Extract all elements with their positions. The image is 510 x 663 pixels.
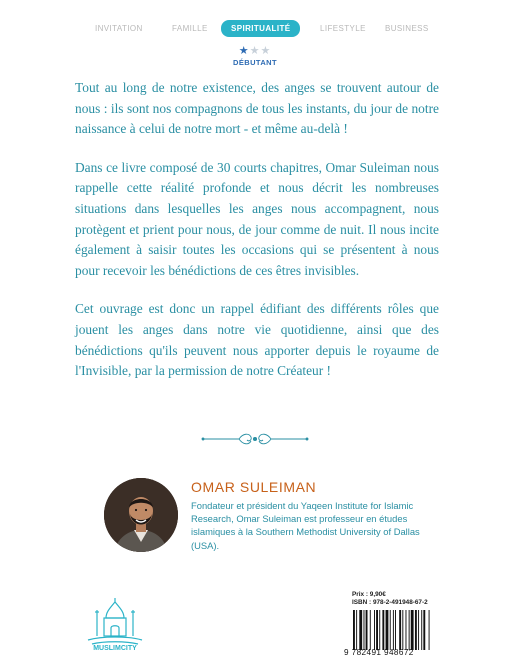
difficulty-level (0, 46, 510, 67)
star-filled-icon: ★ (238, 45, 250, 57)
ornament-divider-icon (199, 432, 311, 446)
difficulty-stars (0, 46, 510, 57)
tab-invitation[interactable]: INVITATION (95, 24, 143, 33)
category-nav (0, 18, 510, 40)
tab-lifestyle[interactable]: LIFESTYLE (320, 24, 366, 33)
author-bio: Fondateur et président du Yaqeen Institute for Islamic Research, Omar Suleiman est professeur en études islamiques à la Southern Methodist University of Dallas (USA). (191, 500, 420, 551)
tab-famille[interactable]: FAMILLE (172, 24, 208, 33)
summary-paragraph: Dans ce livre composé de 30 courts chapitres, Omar Suleiman nous rappelle cette réalité profonde et nous décrit les nombreuses situations dans lesquelles les anges nous accompagnent, nous protègent et prient pour nous, de jour comme de nuit. Il nous incite également à saisir toutes les occasions qui se présentent à nous pour recevoir les bénédictions de ces êtres invisibles. (75, 159, 439, 278)
difficulty-label: DÉBUTANT (233, 58, 277, 67)
summary-paragraph: Cet ouvrage est donc un rappel édifiant des différents rôles que jouent les anges dans notre vie quotidienne, ainsi que des bénédictions qu'ils peuvent nous apporter depuis le royaume de l'Invisible, par la permission de notre Créateur ! (75, 301, 439, 379)
tab-spiritualite[interactable]: SPIRITUALITÉ (221, 20, 300, 37)
star-empty-icon: ★ (260, 45, 272, 57)
barcode-icon (352, 610, 450, 650)
star-empty-icon: ★ (249, 45, 261, 57)
publisher-name: MUSLIMCITY (93, 645, 137, 652)
author-name: OMAR SULEIMAN (191, 479, 317, 495)
author-portrait (104, 478, 178, 552)
price-label: Prix : 9,90€ (352, 591, 386, 598)
tab-business[interactable]: BUSINESS (385, 24, 429, 33)
book-summary (75, 78, 439, 400)
isbn-label: ISBN : 978-2-491948-67-2 (352, 599, 428, 606)
price-info (352, 591, 452, 607)
author-avatar-icon (104, 478, 178, 552)
barcode-digits: 9 782491 948672 (344, 648, 414, 657)
summary-paragraph: Tout au long de notre existence, des anges se trouvent autour de nous : ils sont nos compagnons de tous les instants, du jour de notre naissance à celui de notre mort - et même au-delà ! (75, 80, 439, 137)
publisher-logo-icon (84, 596, 146, 648)
